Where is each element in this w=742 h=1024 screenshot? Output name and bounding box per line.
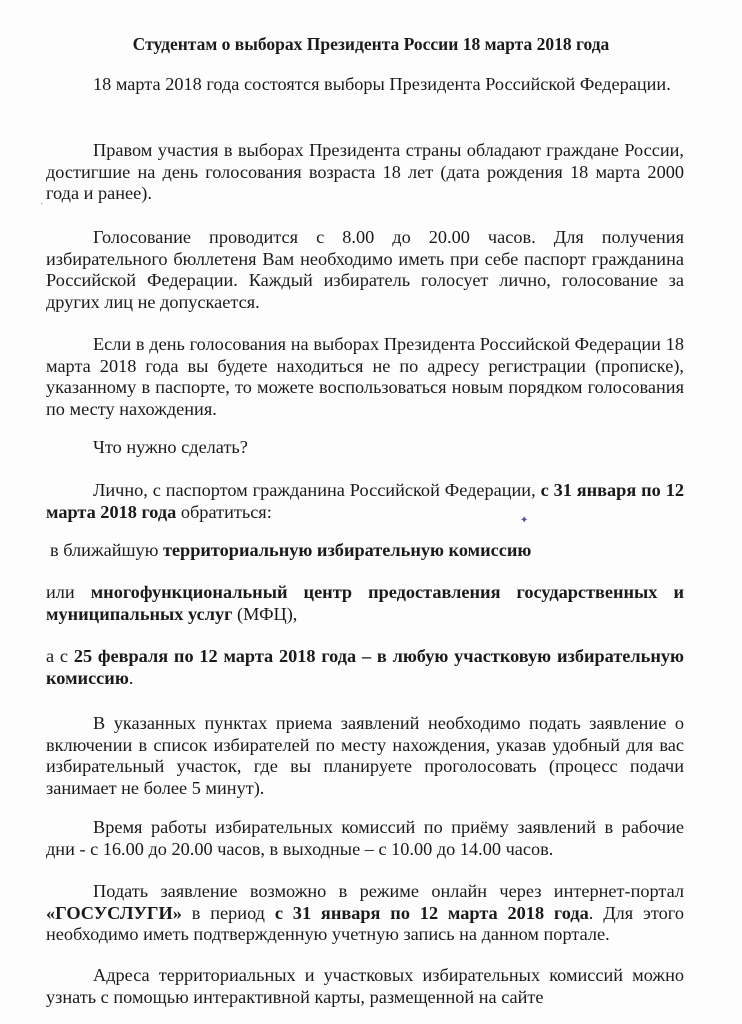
precinct-emphasis: 25 февраля по 12 марта 2018 года – в любую участковую избирательную комиссию	[46, 646, 684, 688]
paragraph-precinct-commission	[46, 646, 684, 689]
scan-artifact-dot: ·	[40, 199, 44, 210]
text-segment: .	[128, 667, 134, 688]
text-segment: или	[46, 582, 91, 602]
text-segment: . Для этого необходимо иметь подтвержденную учетную запись на данном портале.	[46, 902, 684, 945]
scan-artifact-mark: ✦	[520, 515, 529, 526]
paragraph-voting-hours: Голосование проводится с 8.00 до 20.00 часов. Для получения избирательного бюллетеня Вам необходимо иметь при себе паспорт гражданина Российской Федерации. Каждый избиратель голосует лично, голосование за других лиц не допускается.	[46, 227, 684, 312]
paragraph-working-hours: Время работы избирательных комиссий по приёму заявлений в рабочие дни - с 16.00 до 20.00 часов, в выходные – с 10.00 до 14.00 часов.	[46, 817, 684, 859]
paragraph-in-person	[46, 480, 684, 523]
text-segment: в ближайшую	[50, 540, 163, 560]
paragraph-what-to-do: Что нужно сделать?	[93, 437, 248, 457]
paragraph-gosuslugi	[46, 881, 684, 946]
document-title: Студентам о выборах Президента России 18 марта 2018 года	[132, 34, 610, 54]
text-segment: в период	[181, 902, 275, 923]
text-segment: а с	[46, 646, 74, 666]
date-range-emphasis: с 31 января по 12 марта 2018 года	[46, 480, 684, 522]
paragraph-mfc	[46, 582, 684, 625]
paragraph-application: В указанных пунктах приема заявлений необходимо подать заявление о включении в список избирателей по месту нахождения, указав удобный для вас избирательный участок, где вы планируете проголосовать (процесс подачи занимает не более 5 минут).	[46, 713, 684, 798]
paragraph-voting-rights: Правом участия в выборах Президента страны обладают граждане России, достигшие на день голосования возраста 18 лет (дата рождения 18 марта 2000 года и ранее).	[46, 140, 684, 204]
paragraph-voting-location: Если в день голосования на выборах Президента Российской Федерации 18 марта 2018 года вы будете находиться не по адресу регистрации (прописке), указанному в паспорте, то можете воспользоваться новым порядком голосования по месту нахождения.	[46, 334, 684, 419]
text-segment: (МФЦ),	[232, 603, 298, 624]
text-segment: обратиться:	[176, 501, 272, 522]
gosuslugi-emphasis: «ГОСУСЛУГИ»	[46, 902, 182, 923]
commission-emphasis: территориальную избирательную комиссию	[162, 540, 532, 560]
text-segment: Лично, с паспортом гражданина Российской Федерации,	[93, 480, 541, 500]
date-range-emphasis: с 31 января по 12 марта 2018 года	[274, 902, 589, 923]
paragraph-addresses: Адреса территориальных и участковых избирательных комиссий можно узнать с помощью интерактивной карты, размещенной на сайте	[46, 965, 684, 1007]
text-segment: Подать заявление возможно в режиме онлайн через интернет-портал	[93, 881, 684, 901]
mfc-emphasis: многофункциональный центр предоставления государственных и муниципальных услуг	[46, 582, 684, 624]
paragraph-election-date: 18 марта 2018 года состоятся выборы Президента Российской Федерации.	[93, 74, 671, 94]
paragraph-territorial-commission	[50, 540, 688, 562]
